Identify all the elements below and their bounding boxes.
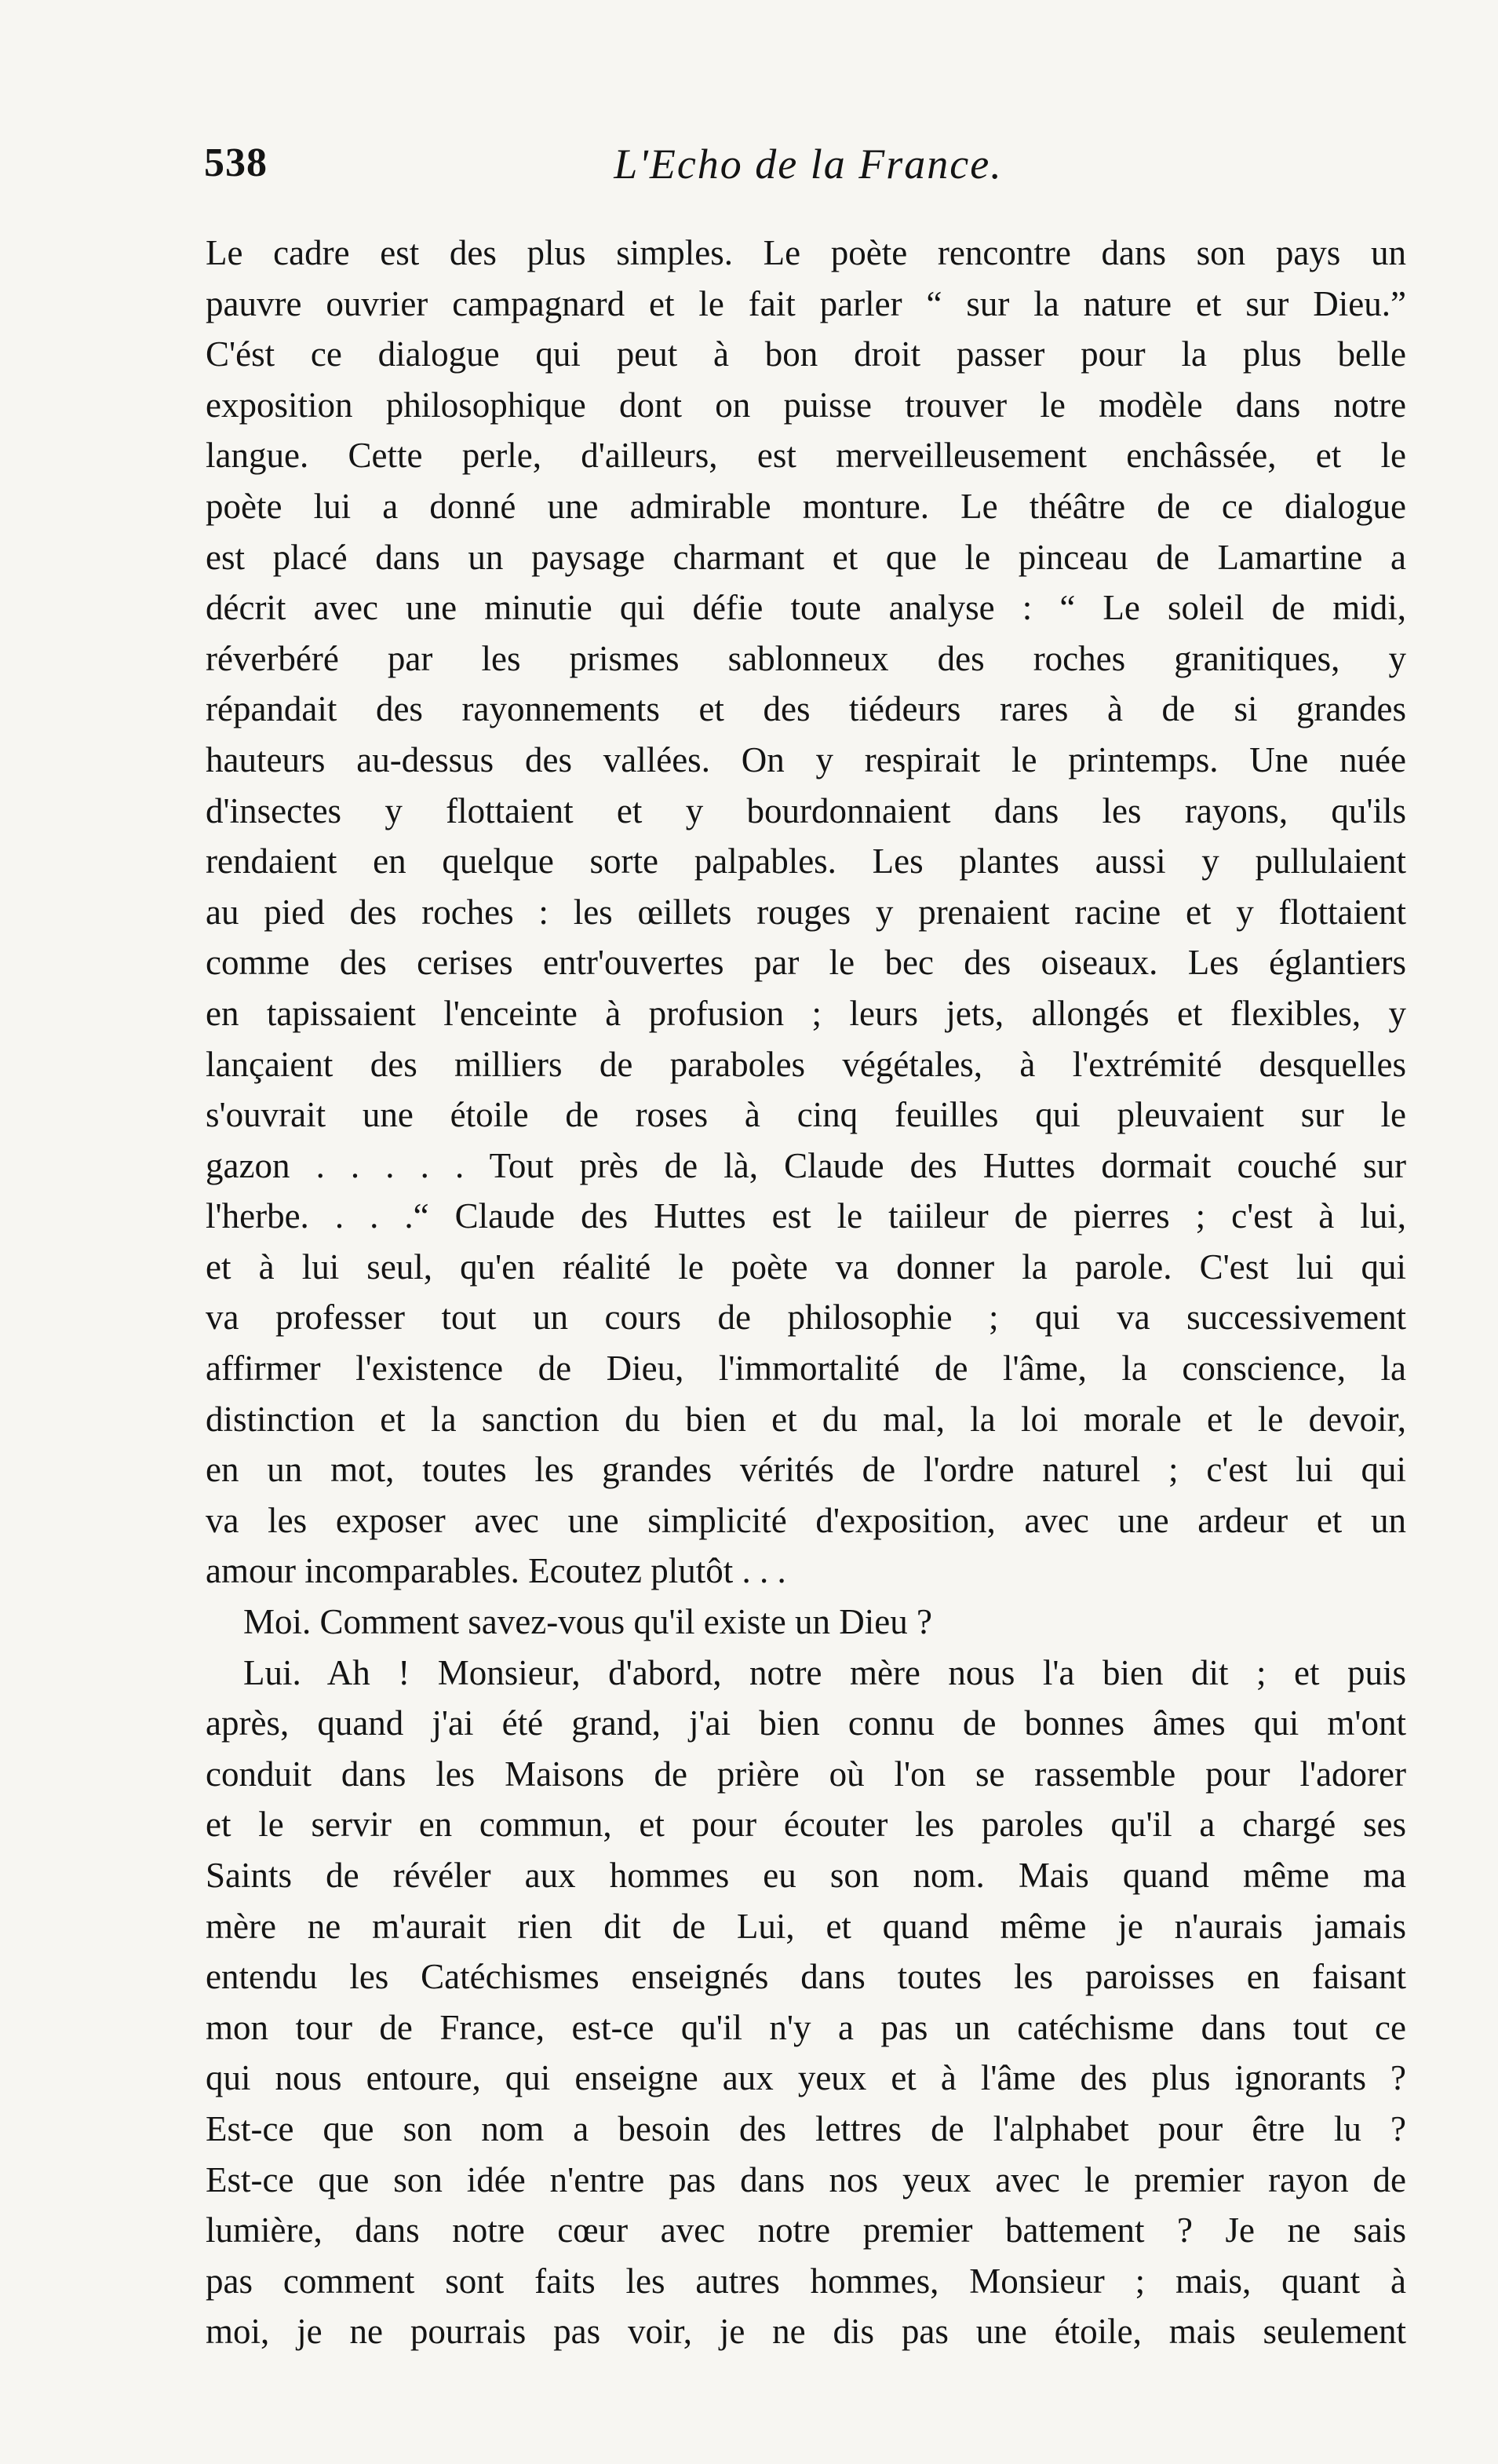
- text-line: rendaient en quelque sorte palpables. Les plantes aussi y pullulaient: [206, 841, 1406, 882]
- text-line: après, quand j'ai été grand, j'ai bien connu de bonnes âmes qui m'ont: [206, 1703, 1406, 1743]
- text-line: distinction et la sanction du bien et du mal, la loi morale et le devoir,: [206, 1399, 1406, 1439]
- running-title: L'Echo de la France.: [614, 141, 1003, 188]
- text-line: lançaient des milliers de paraboles végétales, à l'extrémité desquelles: [206, 1044, 1406, 1084]
- text-line: Est-ce que son idée n'entre pas dans nos yeux avec le premier rayon de: [206, 2159, 1406, 2199]
- text-line: Est-ce que son nom a besoin des lettres de l'alphabet pour être lu ?: [206, 2108, 1406, 2148]
- text-line: est placé dans un paysage charmant et que le pinceau de Lamartine a: [206, 537, 1406, 577]
- page-header: [204, 140, 1412, 203]
- text-line: pas comment sont faits les autres hommes, Monsieur ; mais, quant à: [206, 2261, 1406, 2301]
- text-line: hauteurs au-dessus des vallées. On y respirait le printemps. Une nuée: [206, 739, 1406, 779]
- text-line: moi, je ne pourrais pas voir, je ne dis pas une étoile, mais seulement: [206, 2312, 1406, 2352]
- text-line: amour incomparables. Ecoutez plutôt . . .: [206, 1551, 786, 1591]
- page-number: 538: [204, 141, 268, 185]
- text-line: va les exposer avec une simplicité d'exposition, avec une ardeur et un: [206, 1500, 1406, 1540]
- text-line: va professer tout un cours de philosophie ; qui va successivement: [206, 1298, 1406, 1338]
- text-line: Le cadre est des plus simples. Le poète rencontre dans son pays un: [206, 233, 1406, 272]
- text-line: en un mot, toutes les grandes vérités de l'ordre naturel ; c'est lui qui: [206, 1450, 1406, 1490]
- text-line: pauvre ouvrier campagnard et le fait parler “ sur la nature et sur Dieu.”: [206, 283, 1406, 323]
- text-line: décrit avec une minutie qui défie toute analyse : “ Le soleil de midi,: [206, 588, 1406, 628]
- text-line: mère ne m'aurait rien dit de Lui, et quand même je n'aurais jamais: [206, 1906, 1406, 1946]
- text-line: mon tour de France, est-ce qu'il n'y a pas un catéchisme dans tout ce: [206, 2007, 1406, 2047]
- text-line: au pied des roches : les œillets rouges y prenaient racine et y flottaient: [206, 892, 1406, 932]
- text-line: Saints de révéler aux hommes eu son nom. Mais quand même ma: [206, 1856, 1406, 1895]
- text-line: en tapissaient l'enceinte à profusion ; leurs jets, allongés et flexibles, y: [206, 993, 1406, 1033]
- text-line: et le servir en commun, et pour écouter les paroles qu'il a chargé ses: [206, 1805, 1406, 1845]
- text-line: langue. Cette perle, d'ailleurs, est merveilleusement enchâssée, et le: [206, 436, 1406, 476]
- text-line: réverbéré par les prismes sablonneux des roches granitiques, y: [206, 638, 1406, 678]
- text-line: lumière, dans notre cœur avec notre premier battement ? Je ne sais: [206, 2210, 1406, 2250]
- text-line: exposition philosophique dont on puisse trouver le modèle dans notre: [206, 385, 1406, 425]
- text-line: conduit dans les Maisons de prière où l'on se rassemble pour l'adorer: [206, 1754, 1406, 1794]
- text-line: comme des cerises entr'ouvertes par le bec des oiseaux. Les églantiers: [206, 943, 1406, 983]
- text-line: qui nous entoure, qui enseigne aux yeux et à l'âme des plus ignorants ?: [206, 2058, 1406, 2098]
- text-line: répandait des rayonnements et des tiédeurs rares à de si grandes: [206, 689, 1406, 729]
- text-line: d'insectes y flottaient et y bourdonnaient dans les rayons, qu'ils: [206, 790, 1406, 830]
- dialogue-line-lui: Lui. Ah ! Monsieur, d'abord, notre mère nous l'a bien dit ; et puis: [243, 1652, 1406, 1692]
- text-line: affirmer l'existence de Dieu, l'immortalité de l'âme, la conscience, la: [206, 1349, 1406, 1389]
- text-line: s'ouvrait une étoile de roses à cinq feuilles qui pleuvaient sur le: [206, 1095, 1406, 1135]
- text-line: poète lui a donné une admirable monture. Le théâtre de ce dialogue: [206, 486, 1406, 526]
- text-line: l'herbe. . . .“ Claude des Huttes est le taiileur de pierres ; c'est à lui,: [206, 1196, 1406, 1236]
- text-line: C'ést ce dialogue qui peut à bon droit passer pour la plus belle: [206, 334, 1406, 374]
- text-line: entendu les Catéchismes enseignés dans toutes les paroisses en faisant: [206, 1957, 1406, 1997]
- text-line: gazon . . . . . Tout près de là, Claude des Huttes dormait couché sur: [206, 1145, 1406, 1185]
- body-text: [206, 228, 1406, 2357]
- dialogue-line-moi: Moi. Comment savez-vous qu'il existe un Dieu ?: [243, 1602, 932, 1642]
- text-line: et à lui seul, qu'en réalité le poète va donner la parole. C'est lui qui: [206, 1247, 1406, 1287]
